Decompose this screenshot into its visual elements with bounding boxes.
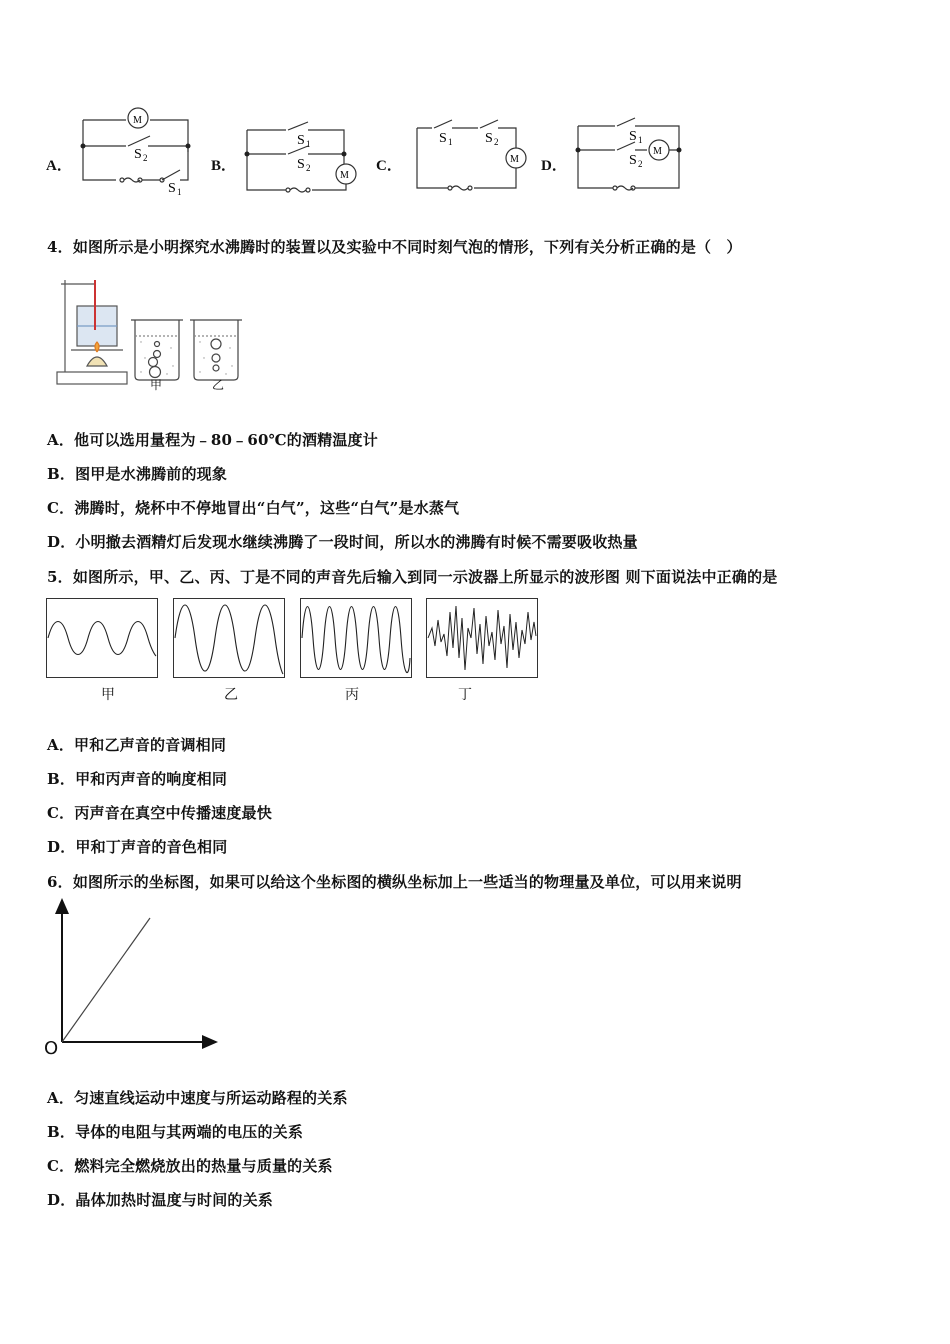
waveform-ding xyxy=(426,598,538,678)
s2-sub-c: 2 xyxy=(494,137,499,147)
q6-option-c: C．燃料完全燃烧放出的热量与质量的关系 xyxy=(47,1157,333,1175)
q5-option-c: C．丙声音在真空中传播速度最快 xyxy=(47,804,272,822)
s1-sub-d: 1 xyxy=(638,135,643,145)
q4-option-d: D．小明撤去酒精灯后发现水继续沸腾了一段时间，所以水的沸腾有时候不需要吸收热量 xyxy=(47,533,638,551)
waveform-jia xyxy=(46,598,158,678)
circuit-diagram-d xyxy=(573,118,688,198)
x-axis-arrow-icon xyxy=(202,1035,218,1049)
motor-label-a: M xyxy=(133,115,142,126)
s2-sub-d: 2 xyxy=(638,159,643,169)
coordinate-graph xyxy=(40,896,225,1061)
q5-option-a: A．甲和乙声音的音调相同 xyxy=(47,736,227,754)
q3-option-d-label: D． xyxy=(541,158,567,174)
q4-option-c: C．沸腾时，烧杯中不停地冒出“白气”，这些“白气”是水蒸气 xyxy=(47,499,460,517)
s2-label-b: S xyxy=(297,157,305,172)
s2-sub-a: 2 xyxy=(143,153,148,163)
waveform-bing-label: 丙 xyxy=(345,687,359,703)
waveform-jia-label: 甲 xyxy=(101,687,115,703)
y-axis-arrow-icon xyxy=(55,898,69,914)
q4-option-b: B．图甲是水沸腾前的现象 xyxy=(47,465,228,483)
s1-label-b: S xyxy=(297,133,305,148)
s1-sub-a: 1 xyxy=(177,187,182,197)
circuit-diagram-a xyxy=(78,104,198,199)
motor-label-d: M xyxy=(653,146,662,157)
s1-label-d: S xyxy=(629,129,637,144)
beaker-jia-label: 甲 xyxy=(150,378,163,392)
origin-label: O xyxy=(44,1038,59,1059)
circuit-diagram-c xyxy=(412,118,537,198)
q6-stem: 6．如图所示的坐标图，如果可以给这个坐标图的横纵坐标加上一些适当的物理量及单位，可以用来说明 xyxy=(47,873,742,891)
waveform-bing xyxy=(300,598,412,678)
s2-label-c: S xyxy=(485,131,493,146)
s2-sub-b: 2 xyxy=(306,163,311,173)
waveform-yi-label: 乙 xyxy=(224,687,238,703)
s1-sub-b: 1 xyxy=(306,139,311,149)
q6-option-a: A．匀速直线运动中速度与所运动路程的关系 xyxy=(47,1089,348,1107)
q6-option-b: B．导体的电阻与其两端的电压的关系 xyxy=(47,1123,304,1141)
q3-option-a-label: A． xyxy=(46,158,72,174)
q6-option-d: D．晶体加热时温度与时间的关系 xyxy=(47,1191,274,1209)
s1-sub-c: 1 xyxy=(448,137,453,147)
q4-option-a: A．他可以选用量程为﹣80﹣60℃的酒精温度计 xyxy=(47,431,378,449)
q3-option-c-label: C． xyxy=(376,158,402,174)
q5-stem: 5．如图所示，甲、乙、丙、丁是不同的声音先后输入到同一示波器上所显示的波形图 则下面说法中正确的是 xyxy=(47,568,778,586)
q5-option-b: B．甲和丙声音的响度相同 xyxy=(47,770,228,788)
q5-option-d: D．甲和丁声音的音色相同 xyxy=(47,838,228,856)
boiling-apparatus-figure xyxy=(55,270,130,390)
q3-option-b-label: B． xyxy=(211,158,237,174)
s1-label-a: S xyxy=(168,181,176,196)
s2-label-a: S xyxy=(134,147,142,162)
q4-stem: 4．如图所示是小明探究水沸腾时的装置以及实验中不同时刻气泡的情形，下列有关分析正确的是（ ） xyxy=(47,238,742,256)
motor-label-c: M xyxy=(510,154,519,165)
s2-label-d: S xyxy=(629,153,637,168)
circuit-diagram-b xyxy=(242,118,367,198)
beaker-yi-label: 乙 xyxy=(212,378,225,392)
motor-label-b: M xyxy=(340,170,349,181)
s1-label-c: S xyxy=(439,131,447,146)
waveform-yi xyxy=(173,598,285,678)
waveform-ding-label: 丁 xyxy=(458,687,472,703)
